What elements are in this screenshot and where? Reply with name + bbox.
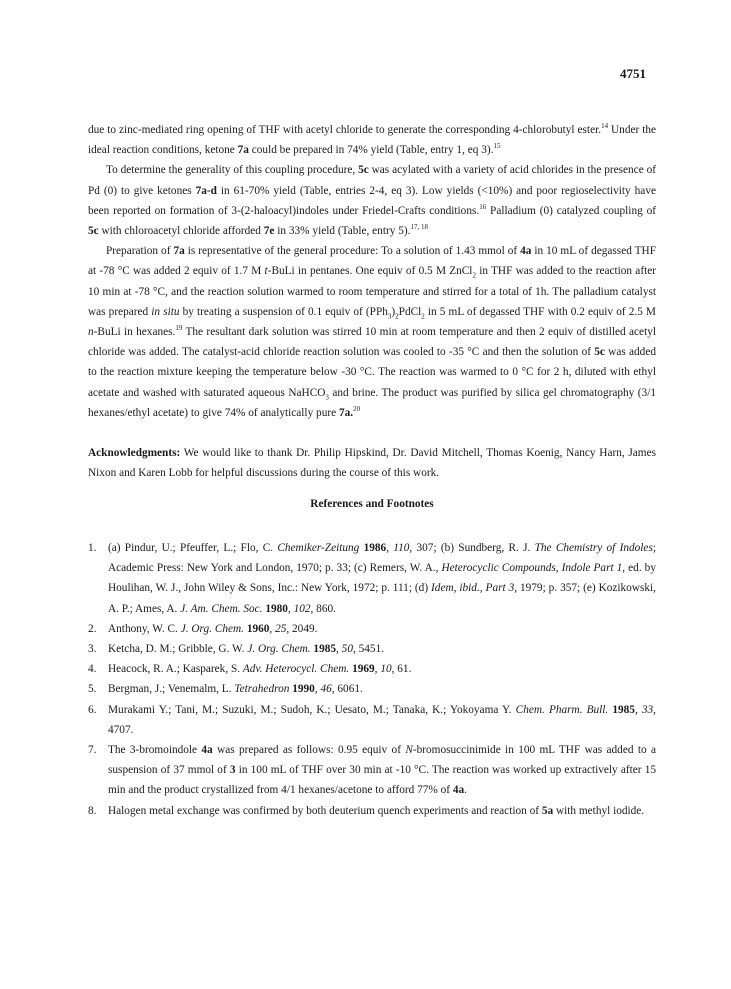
year: 1985: [310, 643, 337, 656]
reference-item: [88, 700, 656, 740]
compound-label: 5c: [594, 346, 605, 359]
volume: , 10: [374, 663, 392, 676]
authors: Bergman, J.; Venemalm, L.: [108, 683, 235, 696]
text-run: The 3-bromoindole: [108, 744, 202, 757]
compound-label: 7e: [263, 225, 275, 238]
text-run: Halogen metal exchange was confirmed by both deuterium quench experiments and reaction of: [108, 804, 542, 817]
footnote-ref[interactable]: 20: [353, 405, 361, 414]
paragraph-3: [88, 241, 656, 423]
year: 1985: [608, 703, 635, 716]
italic-text: n: [88, 326, 94, 339]
journal-title: Adv. Heterocycl. Chem.: [242, 663, 350, 676]
footnote-ref[interactable]: 15: [493, 142, 501, 151]
text-run: , 307; (b) Sundberg, R. J.: [409, 542, 535, 554]
compound-label: 7a: [237, 144, 249, 157]
paragraph-1: [88, 120, 656, 160]
authors: Murakami Y.; Tani, M.; Suzuki, M.; Sudoh, K.; Uesato, M.; Tanaka, K.; Yokoyama Y.: [108, 703, 516, 716]
year: 1980: [262, 602, 288, 615]
journal-title: Chemiker-Zeitung: [277, 542, 360, 554]
subscript: 2: [395, 312, 399, 321]
book-title: Idem, ibid., Part 3: [431, 582, 515, 595]
italic-text: N: [405, 744, 413, 757]
text-run: Palladium (0) catalyzed coupling of: [486, 204, 656, 217]
footnote-ref[interactable]: 16: [479, 203, 487, 212]
pages: , 61.: [391, 663, 412, 676]
reference-number: 5.: [88, 683, 97, 696]
subscript: 2: [421, 312, 425, 321]
authors: Heacock, R. A.; Kasparek, S.: [108, 663, 243, 676]
text-run: Under the ideal reaction conditions, ketone: [88, 124, 656, 157]
compound-label: 5a: [541, 804, 554, 817]
footnote-ref[interactable]: 17, 18: [410, 223, 428, 232]
compound-label: 4a: [201, 744, 213, 757]
year: 1969: [349, 663, 375, 676]
journal-title: J. Org. Chem.: [247, 643, 311, 656]
compound-label: 7a-d: [195, 184, 217, 197]
text-run: and brine. The product was purified by silica gel chromatography (3/1 hexanes/ethyl acetate) to give 74% of analytically pure: [88, 386, 656, 419]
reference-item: [88, 538, 656, 619]
year: 1990: [289, 683, 315, 696]
reference-text: [108, 538, 656, 619]
compound-label: 7a.: [338, 406, 354, 419]
text-run: (a) Pindur, U.; Pfeuffer, L.; Flo, C.: [108, 542, 278, 554]
text-run: PdCl: [398, 305, 422, 318]
text-run: in 10 mL of degassed THF at -78 °C was added 2 equiv of 1.7 M: [88, 245, 656, 278]
footnote-ref[interactable]: 14: [601, 122, 609, 131]
footnote-ref[interactable]: 19: [175, 324, 183, 333]
compound-label: 5c: [88, 225, 99, 238]
authors: Anthony, W. C.: [108, 622, 181, 635]
subscript: 3: [325, 392, 329, 401]
reference-number: 3.: [88, 643, 97, 656]
text-run: -bromosuccinimide in 100 mL THF was added to a suspension of 37 mmol of: [108, 744, 656, 777]
journal-title: J. Org. Chem.: [180, 622, 244, 635]
text-run: was acylated with a variety of acid chlorides in the presence of Pd (0) to give ketones: [88, 164, 656, 197]
text-run: -BuLi in pentanes. One equiv of 0.5 M ZnCl: [267, 265, 473, 278]
reference-item: [88, 639, 656, 659]
book-title: Heterocyclic Compounds, Indole Part 1: [441, 562, 623, 575]
journal-title: J. Am. Chem. Soc.: [180, 602, 263, 615]
text-run: .: [464, 784, 467, 797]
text-run: To determine the generality of this coupling procedure,: [106, 164, 359, 177]
text-run: was added to the reaction mixture keeping the temperature below -30 °C. The reaction was warmed to 0 °C for 2 h, diluted with ethyl acetate and washed with saturated aqueous NaHCO: [88, 346, 656, 399]
body-text: [88, 120, 656, 483]
text-run: due to zinc-mediated ring opening of THF with acetyl chloride to generate the corresponding 4-chlorobutyl ester.: [88, 124, 602, 136]
text-run: We would like to thank Dr. Philip Hipskind, Dr. David Mitchell, Thomas Koenig, Nancy Harn, James Nixon and Karen Lobb for helpful discussions during the course of this work.: [88, 447, 656, 480]
book-title: The Chemistry of Indoles: [534, 542, 653, 554]
reference-text: [108, 619, 656, 639]
text-run: in 33% yield (Table, entry 5).: [274, 225, 411, 238]
text-run: , 1979; p. 357; (e) Kozikowski, A. P.; Ames, A.: [108, 582, 656, 615]
text-run: Preparation of: [106, 245, 174, 258]
text-run: with methyl iodide.: [553, 804, 645, 817]
acknowledgments: [88, 443, 656, 483]
text-run: in 100 mL of THF over 30 min at -10 °C. The reaction was worked up extractively after 15 min and the product crystallized from 4/1 hexanes/acetone to afford 77% of: [108, 764, 657, 797]
volume: , 46: [314, 683, 332, 696]
pages: , 2049.: [286, 622, 318, 635]
reference-item: [88, 679, 656, 699]
reference-number: 2.: [88, 622, 97, 635]
compound-label: 3: [229, 764, 236, 777]
reference-text: [108, 801, 656, 821]
reference-text: [108, 639, 656, 659]
pages: , 5451.: [352, 643, 385, 656]
reference-text: [108, 659, 656, 679]
reference-text: [108, 700, 656, 740]
authors: Ketcha, D. M.; Gribble, G. W.: [108, 643, 248, 656]
text-run: by treating a suspension of 0.1 equiv of (PPh: [179, 305, 388, 318]
subscript: 2: [472, 271, 476, 280]
reference-item: [88, 619, 656, 639]
compound-label: 5c: [358, 164, 369, 177]
reference-item: [88, 659, 656, 679]
references-heading: References and Footnotes: [310, 498, 434, 510]
references-list: [88, 538, 656, 821]
paragraph-2: [88, 160, 656, 241]
volume: , 110: [386, 542, 410, 554]
volume: , 102: [287, 602, 311, 615]
italic-text: in situ: [151, 305, 180, 318]
volume: , 25: [269, 622, 287, 635]
reference-item: [88, 801, 656, 821]
compound-label: 4a: [520, 245, 532, 258]
journal-title: Chem. Pharm. Bull.: [515, 703, 609, 716]
year: 1986: [359, 542, 387, 554]
reference-number: 1.: [88, 542, 97, 554]
reference-number: 4.: [88, 663, 97, 676]
journal-title: Tetrahedron: [234, 683, 290, 696]
pages: , 4707.: [108, 703, 656, 736]
volume: , 33: [634, 703, 654, 716]
text-run: ): [391, 305, 396, 318]
text-run: is representative of the general procedure: To a solution of 1.43 mmol of: [184, 245, 521, 258]
text-run: in 61-70% yield (Table, entries 2-4, eq 3). Low yields (<10%) and poor regioselectivity have been reported on formation of 3-(2-haloacyl)indoles under Friedel-Crafts conditions.: [88, 184, 656, 217]
subscript: 3: [387, 312, 392, 321]
text-run: -BuLi in hexanes.: [93, 326, 176, 339]
compound-label: 4a: [452, 784, 465, 797]
text-run: , 860.: [310, 602, 336, 615]
text-run: , ed. by Houlihan, W. J., John Wiley & Sons, Inc.: New York, 1972; p. 111; (d): [108, 562, 656, 595]
text-run: in 5 mL of degassed THF with 0.2 equiv of 2.5 M: [424, 305, 656, 318]
reference-item: [88, 740, 656, 801]
compound-label: 7a: [173, 245, 185, 258]
reference-number: 8.: [88, 804, 97, 817]
text-run: in THF was added to the reaction after 10 min at -78 °C, and the reaction solution warmed to room temperature and stirred for a total of 1h. The palladium catalyst was prepared: [88, 265, 657, 318]
reference-text: [108, 679, 656, 699]
reference-number: 7.: [88, 744, 97, 757]
pages: , 6061.: [331, 683, 363, 696]
page-number: 4751: [620, 66, 646, 81]
italic-text: t: [264, 265, 268, 278]
year: 1960: [244, 622, 270, 635]
reference-text: [108, 740, 656, 801]
reference-number: 6.: [88, 703, 97, 716]
text-run: The resultant dark solution was stirred 10 min at room temperature and then 2 equiv of distilled acetyl chloride was added. The catalyst-acid chloride reaction solution was cooled to -35 °C and then the solution of: [88, 326, 656, 359]
text-run: ; Academic Press: New York and London, 1970; p. 33; (c) Remers, W. A.,: [108, 542, 656, 575]
text-run: could be prepared in 74% yield (Table, entry 1, eq 3).: [248, 144, 494, 157]
text-run: was prepared as follows: 0.95 equiv of: [212, 744, 406, 757]
volume: , 50: [336, 643, 353, 656]
text-run: with chloroacetyl chloride afforded: [98, 225, 264, 238]
acknowledgments-label: Acknowledgments:: [88, 447, 181, 460]
